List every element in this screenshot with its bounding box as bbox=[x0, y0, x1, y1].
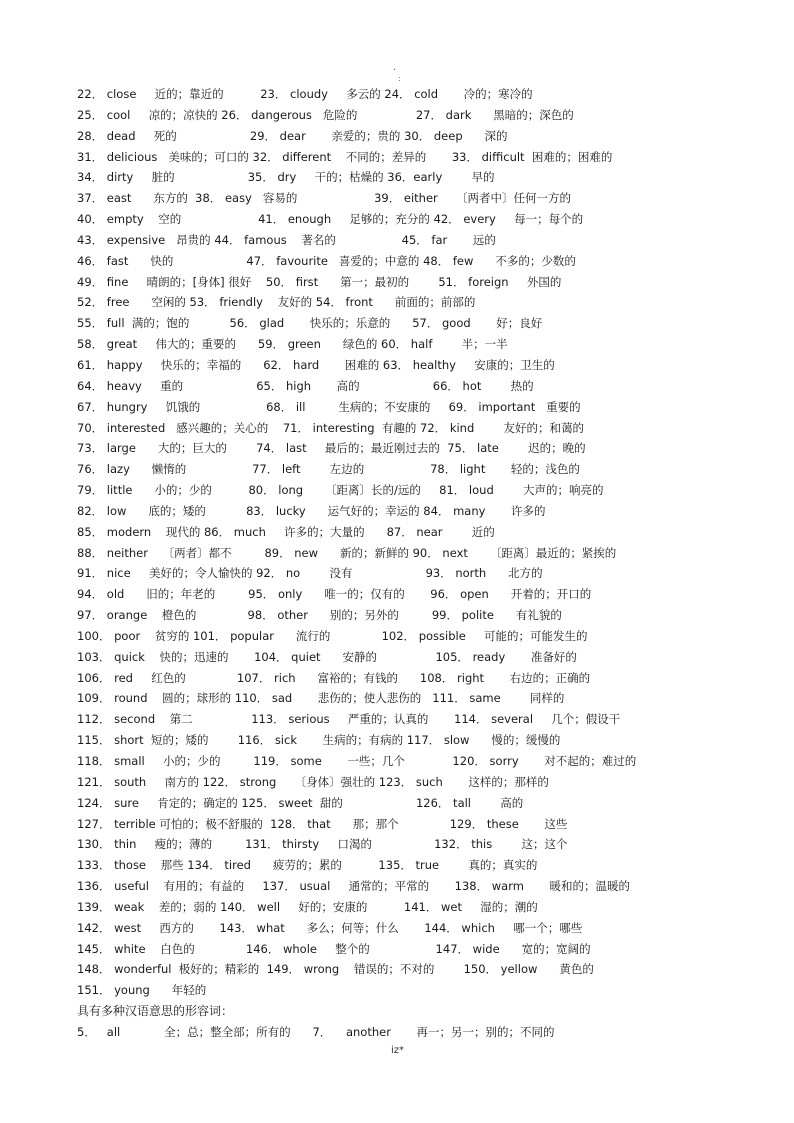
vocab-row bbox=[77, 438, 777, 459]
section-heading: 具有多种汉语意思的形容词： bbox=[77, 1004, 234, 1019]
vocab-row bbox=[77, 418, 777, 439]
vocab-row bbox=[77, 355, 777, 376]
vocab-row-text: 148． wonderful 极好的；精彩的 149． wrong 错误的；不对的 150． yellow 黄色的 bbox=[77, 962, 594, 977]
vocab-row bbox=[77, 751, 777, 772]
vocab-row-text: 64． heavy 重的 65． high 高的 66． hot 热的 bbox=[77, 378, 534, 393]
vocab-row bbox=[77, 272, 777, 293]
vocab-row bbox=[77, 876, 777, 897]
section-line: 5． all 全；总；整全部；所有的 7． another 再一；另一；别的；不同的 bbox=[77, 1024, 555, 1039]
vocab-row bbox=[77, 793, 777, 814]
vocab-row bbox=[77, 605, 777, 626]
vocab-row-text: 106． red 红色的 107． rich 富裕的；有钱的 108． right 右边的；正确的 bbox=[77, 670, 591, 685]
vocab-row bbox=[77, 959, 777, 980]
vocab-row-text: 82． low 底的；矮的 83． lucky 运气好的；幸运的 84． many 许多的 bbox=[77, 503, 546, 518]
vocab-row bbox=[77, 167, 777, 188]
vocab-row bbox=[77, 584, 777, 605]
vocab-row-text: 151． young 年轻的 bbox=[77, 983, 207, 998]
vocab-row bbox=[77, 522, 777, 543]
vocab-row bbox=[77, 980, 777, 1001]
vocab-row bbox=[77, 126, 777, 147]
vocab-row bbox=[77, 647, 777, 668]
vocab-row-text: 73． large 大的；巨大的 74． last 最后的；最近刚过去的 75． late 迟的；晚的 bbox=[77, 441, 586, 456]
vocab-row bbox=[77, 814, 777, 835]
vocab-row-text: 52． free 空闲的 53． friendly 友好的 54． front 前面的；前部的 bbox=[77, 295, 476, 310]
page-footer-mark: iz* bbox=[391, 1045, 405, 1056]
vocab-row-text: 136． useful 有用的；有益的 137． usual 通常的；平常的 138． warm 暖和的；温暖的 bbox=[77, 879, 631, 894]
vocab-row bbox=[77, 709, 777, 730]
vocab-row bbox=[77, 209, 777, 230]
vocab-row bbox=[77, 668, 777, 689]
vocab-row bbox=[77, 730, 777, 751]
vocab-row-text: 97． orange 橙色的 98． other 别的；另外的 99． polite 有礼貌的 bbox=[77, 608, 562, 623]
vocab-row bbox=[77, 251, 777, 272]
vocab-row-text: 85． modern 现代的 86． much 许多的；大量的 87． near 近的 bbox=[77, 524, 495, 539]
vocab-row bbox=[77, 939, 777, 960]
header-dot: . bbox=[393, 62, 397, 73]
vocab-row-text: 118． small 小的；少的 119． some 一些；几个 120． sorry 对不起的；难过的 bbox=[77, 754, 637, 768]
vocab-row-text: 103． quick 快的；迅速的 104． quiet 安静的 105． ready 准备好的 bbox=[77, 649, 577, 664]
vocab-row-text: 67． hungry 饥饿的 68． ill 生病的；不安康的 69． important 重要的 bbox=[77, 399, 581, 414]
vocab-row-text: 58． great 伟大的；重要的 59． green 绿色的 60． half 半；一半 bbox=[77, 337, 508, 352]
vocab-row-text: 25． cool 凉的；凉快的 26． dangerous 危险的 27． dark 黑暗的；深色的 bbox=[77, 107, 574, 122]
vocab-row bbox=[77, 626, 777, 647]
vocab-row bbox=[77, 834, 777, 855]
vocab-row bbox=[77, 543, 777, 564]
vocab-row bbox=[77, 313, 777, 334]
vocab-row bbox=[77, 397, 777, 418]
vocab-row bbox=[77, 105, 777, 126]
vocab-row bbox=[77, 897, 777, 918]
vocab-row-text: 49． fine 晴朗的；[身体] 很好 50． first 第一；最初的 51． foreign 外国的 bbox=[77, 274, 562, 289]
vocab-row-text: 94． old 旧的；年老的 95． only 唯一的；仅有的 96． open 开着的；开口的 bbox=[77, 587, 592, 602]
vocab-row-text: 31． delicious 美味的；可口的 32． different 不同的；差异的 33． difficult 困难的；困难的 bbox=[77, 149, 613, 164]
vocab-row-text: 34． dirty 脏的 35． dry 干的；枯燥的 36．early 早的 bbox=[77, 170, 495, 185]
vocab-row-text: 28． dead 死的 29． dear 亲爱的；贵的 30． deep 深的 bbox=[77, 128, 508, 143]
vocab-row-text: 142． west 西方的 143． what 多么；何等；什么 144． which 哪一个；哪些 bbox=[77, 920, 583, 935]
vocab-row-text: 145． white 白色的 146． whole 整个的 147． wide 宽的；宽阔的 bbox=[77, 941, 591, 956]
vocab-row-text: 115． short 短的；矮的 116． sick 生病的；有病的 117． slow 慢的；缓慢的 bbox=[77, 733, 561, 748]
vocab-row-text: 55． full 满的；饱的 56． glad 快乐的；乐意的 57． good 好；良好 bbox=[77, 316, 543, 331]
vocab-row bbox=[77, 855, 777, 876]
vocab-row bbox=[77, 230, 777, 251]
vocab-row-text: 130． thin 瘦的；薄的 131． thirsty 口渴的 132． this 这；这个 bbox=[77, 837, 568, 852]
vocab-row bbox=[77, 563, 777, 584]
vocab-row-text: 61． happy 快乐的；幸福的 62． hard 困难的 63． healthy 安康的；卫生的 bbox=[77, 357, 555, 372]
vocab-row bbox=[77, 501, 777, 522]
vocab-row bbox=[77, 918, 777, 939]
vocab-row-text: 76． lazy 懒惰的 77． left 左边的 78． light 轻的；浅色的 bbox=[77, 462, 580, 477]
vocab-row bbox=[77, 84, 777, 105]
vocab-row-text: 127． terrible 可怕的；极不舒服的 128． that 那；那个 129． these 这些 bbox=[77, 816, 568, 831]
vocab-row-text: 109． round 圆的；球形的 110． sad 悲伤的；使人悲伤的 111． same 同样的 bbox=[77, 691, 565, 706]
vocab-row bbox=[77, 480, 777, 501]
vocab-row-text: 88． neither 〔两者〕都不 89． new 新的；新鲜的 90． next 〔距离〕最近的；紧挨的 bbox=[77, 545, 617, 560]
vocab-row bbox=[77, 147, 777, 168]
vocab-row bbox=[77, 772, 777, 793]
vocab-list bbox=[77, 84, 777, 1043]
vocab-row-text: 43． expensive 昂贵的 44． famous 著名的 45． far 远的 bbox=[77, 232, 496, 247]
vocab-row bbox=[77, 688, 777, 709]
vocab-row-text: 139． weak 差的；弱的 140． well 好的；安康的 141． wet 湿的；潮的 bbox=[77, 899, 538, 914]
vocab-row-text: 121． south 南方的 122． strong 〔身体〕强壮的 123． such 这样的；那样的 bbox=[77, 774, 549, 789]
vocab-row-text: 124． sure 肯定的；确定的 125． sweet 甜的 126． tall 高的 bbox=[77, 795, 524, 810]
vocab-row bbox=[77, 376, 777, 397]
vocab-row-text: 40． empty 空的 41． enough 足够的；充分的 42． every 每一；每个的 bbox=[77, 212, 584, 227]
vocab-row-text: 70． interested 感兴趣的；关心的 71． interesting 有趣的 72． kind 友好的；和蔼的 bbox=[77, 420, 585, 435]
header-colon: : bbox=[398, 74, 401, 83]
vocab-row-text: 79． little 小的；少的 80． long 〔距离〕长的/远的 81． loud 大声的；响亮的 bbox=[77, 483, 604, 498]
vocab-row-text: 46． fast 快的 47． favourite 喜爱的；中意的 48． few 不多的；少数的 bbox=[77, 253, 576, 268]
vocab-row-text: 112． second 第二 113． serious 严重的；认真的 114． several 几个；假设干 bbox=[77, 712, 621, 727]
vocab-row bbox=[77, 459, 777, 480]
vocab-row-text: 22． close 近的；靠近的 23． cloudy 多云的 24． cold 冷的；寒冷的 bbox=[77, 87, 533, 101]
vocab-row-text: 133． those 那些 134． tired 疲劳的；累的 135． true 真的；真实的 bbox=[77, 858, 538, 873]
vocab-row-text: 91． nice 美好的；令人愉快的 92． no 没有 93． north 北方的 bbox=[77, 566, 543, 581]
vocab-row bbox=[77, 292, 777, 313]
vocab-row-text: 37． east 东方的 38． easy 容易的 39． either 〔两者中〕任何一方的 bbox=[77, 191, 572, 206]
vocab-row bbox=[77, 334, 777, 355]
vocab-row bbox=[77, 188, 777, 209]
vocab-row-text: 100． poor 贫穷的 101． popular 流行的 102． possible 可能的；可能发生的 bbox=[77, 628, 588, 643]
